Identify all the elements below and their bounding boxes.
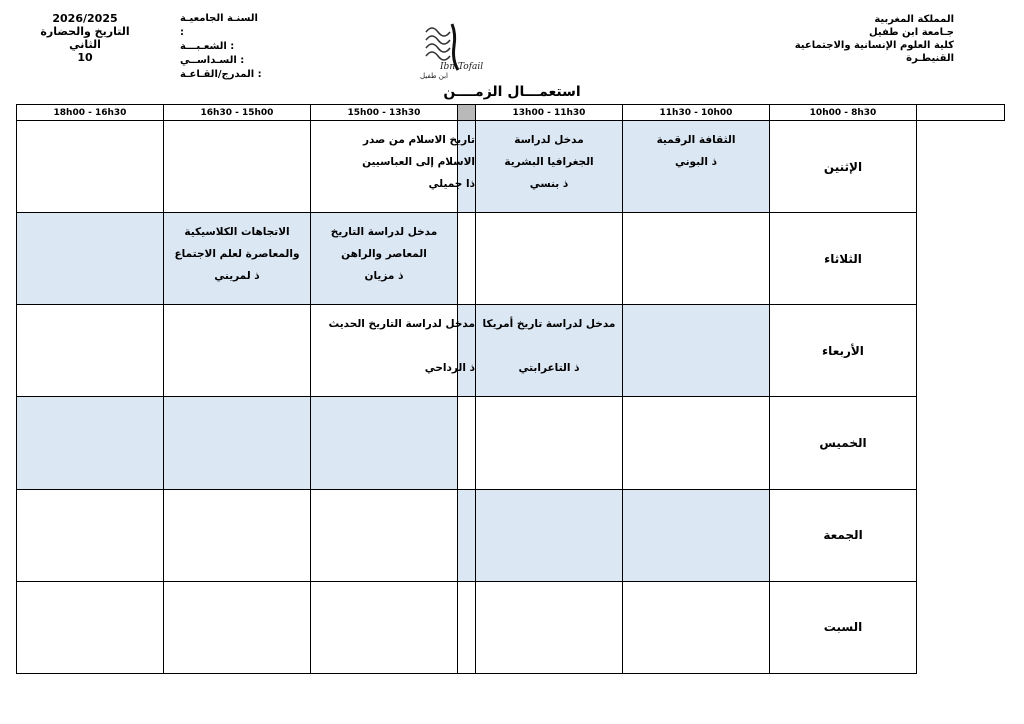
session-cell bbox=[476, 121, 623, 213]
day-label: الأربعاء bbox=[770, 305, 917, 397]
faculty-name: كلية العلوم الإنسانية والاجتماعية bbox=[794, 40, 954, 51]
course-line: الاتجاهات الكلاسيكية bbox=[184, 226, 290, 239]
day-label: الخميس bbox=[770, 397, 917, 489]
course-line: ذا جميلي bbox=[428, 178, 475, 190]
time-slot-header: 16h30 - 15h00 bbox=[164, 105, 311, 121]
session-cell bbox=[476, 581, 623, 673]
kingdom-name: المملكة المغربية bbox=[874, 14, 954, 25]
course-line: الجغرافيا البشرية bbox=[504, 156, 594, 168]
session-cell bbox=[458, 489, 476, 581]
session-cell bbox=[476, 213, 623, 305]
room-value: 10 bbox=[77, 51, 93, 64]
session-cell bbox=[362, 121, 476, 213]
day-row bbox=[17, 305, 1005, 397]
course-info bbox=[311, 213, 457, 287]
year-value: 2026/2025 bbox=[52, 12, 118, 25]
course-line: والمعاصرة لعلم الاجتماع bbox=[174, 248, 300, 261]
time-header-row bbox=[17, 105, 1005, 121]
semester-label: السـداســي : bbox=[180, 55, 245, 66]
semester-value: الثاني bbox=[69, 38, 101, 51]
course-line: ذ لمريني bbox=[214, 270, 260, 283]
day-row bbox=[17, 121, 1005, 213]
day-row bbox=[17, 581, 1005, 673]
session-cell bbox=[458, 581, 476, 673]
course-line bbox=[458, 335, 475, 357]
timetable bbox=[16, 104, 1005, 674]
course-line: ذ البوني bbox=[674, 156, 718, 168]
session-cell bbox=[17, 581, 164, 673]
city-name: القنيطـرة bbox=[906, 53, 954, 64]
session-cell bbox=[623, 305, 770, 397]
time-slot-header: 11h30 - 10h00 bbox=[623, 105, 770, 121]
branch-value: التاريخ والحضارة bbox=[40, 25, 130, 38]
session-cell bbox=[623, 397, 770, 489]
year-label: السنـة الجامعيـة : bbox=[180, 13, 258, 38]
session-cell bbox=[328, 305, 476, 397]
session-cell bbox=[17, 397, 164, 489]
course-line: الاسلام إلى العباسيين bbox=[362, 156, 475, 168]
course-line: المعاصر والراهن bbox=[341, 248, 427, 261]
session-cell bbox=[164, 397, 311, 489]
course-line bbox=[476, 335, 622, 357]
info-values bbox=[20, 12, 150, 64]
session-cell bbox=[623, 489, 770, 581]
day-row bbox=[17, 397, 1005, 489]
course-line: مدخل لدراسة التاريخ bbox=[330, 226, 438, 239]
day-label: الإثنين bbox=[770, 121, 917, 213]
institution-header bbox=[754, 13, 954, 65]
day-label: الثلاثاء bbox=[770, 213, 917, 305]
day-label: الجمعة bbox=[770, 489, 917, 581]
day-row bbox=[17, 213, 1005, 305]
day-row bbox=[17, 489, 1005, 581]
info-labels bbox=[180, 12, 265, 82]
logo-arabic-text: ابن طفيل bbox=[420, 72, 448, 80]
course-line: مدخل لدراسة التاريخ الحديث bbox=[328, 318, 475, 331]
course-line: ذ بنسي bbox=[529, 178, 569, 190]
room-label: المدرج/القـاعـة : bbox=[180, 69, 262, 80]
break-separator bbox=[458, 105, 476, 121]
session-cell bbox=[17, 489, 164, 581]
course-line: ذ مزيان bbox=[364, 270, 404, 283]
session-cell bbox=[476, 305, 623, 397]
course-info bbox=[164, 213, 310, 287]
session-cell bbox=[311, 581, 458, 673]
session-cell bbox=[164, 213, 311, 305]
session-cell bbox=[164, 489, 311, 581]
session-cell bbox=[164, 581, 311, 673]
logo-latin-text: Ibn Tofail bbox=[440, 62, 484, 72]
course-info bbox=[328, 305, 475, 379]
session-cell bbox=[623, 121, 770, 213]
session-cell bbox=[17, 213, 164, 305]
course-info bbox=[623, 121, 769, 173]
course-line: ذ التاعرابتي bbox=[518, 362, 580, 375]
session-cell bbox=[164, 305, 311, 397]
time-slot-header: 18h00 - 16h30 bbox=[17, 105, 164, 121]
time-slot-header: 13h00 - 11h30 bbox=[476, 105, 623, 121]
session-cell bbox=[623, 213, 770, 305]
session-cell bbox=[17, 121, 164, 213]
course-line: ذ الرداحي bbox=[424, 362, 475, 375]
page-title: استعمـــال الزمــــن bbox=[443, 84, 581, 100]
corner-cell bbox=[917, 105, 1005, 121]
session-cell bbox=[17, 305, 164, 397]
schedule-info bbox=[20, 12, 262, 82]
time-slot-header: 10h00 - 8h30 bbox=[770, 105, 917, 121]
session-cell bbox=[311, 213, 458, 305]
course-line: الثقافة الرقمية bbox=[656, 134, 736, 146]
session-cell bbox=[311, 397, 458, 489]
session-cell bbox=[164, 121, 311, 213]
time-slot-header: 15h00 - 13h30 bbox=[311, 105, 458, 121]
day-label: السبت bbox=[770, 581, 917, 673]
session-cell bbox=[476, 489, 623, 581]
course-info bbox=[476, 305, 622, 379]
course-line: تاريخ الاسلام من صدر bbox=[362, 134, 475, 146]
branch-label: الشعـبـــة : bbox=[180, 41, 235, 52]
course-line: مدخل لدراسة تاريخ أمريكا bbox=[482, 318, 616, 331]
session-cell bbox=[458, 397, 476, 489]
session-cell bbox=[476, 397, 623, 489]
course-info bbox=[362, 121, 475, 195]
session-cell bbox=[311, 489, 458, 581]
course-info bbox=[476, 121, 622, 195]
session-cell bbox=[623, 581, 770, 673]
university-name: جـامعة ابن طفيل bbox=[868, 27, 954, 38]
course-line: مدخل لدراسة bbox=[514, 134, 584, 146]
session-cell bbox=[458, 213, 476, 305]
